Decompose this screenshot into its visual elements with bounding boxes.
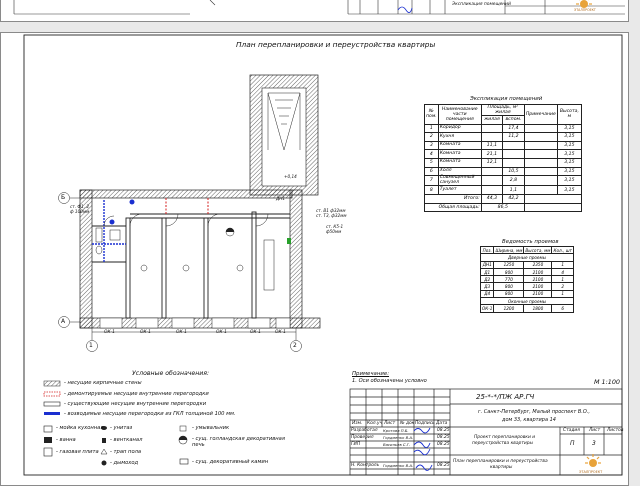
stage-header: Стадия	[563, 428, 580, 433]
col-header: Лист	[384, 421, 396, 426]
section-doors: Дверные проемы	[481, 254, 574, 261]
explication-cell: 7	[425, 176, 439, 186]
header-cell: жилая	[481, 116, 502, 125]
explication-cell: 3,15	[557, 158, 581, 167]
role-label: ГИП	[351, 442, 361, 447]
explication-cell: Комната	[438, 158, 481, 167]
door-cell: 6	[552, 305, 574, 312]
brand-name: ЭТАЛПРОЕКТ	[579, 470, 603, 474]
level-mark: +0,14	[284, 174, 297, 179]
door-cell: 800	[494, 283, 524, 290]
explication-cell: 8	[425, 186, 439, 195]
door-cell: 4	[552, 268, 574, 275]
explication-cell: Кухня	[438, 133, 481, 142]
role-date: 08.25	[437, 428, 450, 433]
door-cell: 800	[494, 290, 524, 297]
door-cell: 1200	[494, 305, 524, 312]
legend-washbasin: - умывальник	[192, 425, 230, 431]
sheets-header: Листов	[607, 428, 624, 433]
door-cell: 1	[552, 261, 574, 268]
door-cell: 1	[552, 290, 574, 297]
total-living: 44,3	[481, 194, 502, 203]
door-cell: 1800	[524, 305, 552, 312]
explication-cell: Коридор	[438, 124, 481, 133]
window-label: ОК-1	[104, 330, 115, 335]
explication-cell: 12,1	[481, 158, 502, 167]
window-label: ОК-1	[140, 330, 151, 335]
door-cell: Д4	[481, 290, 494, 297]
role-name: Кротова П.Б.	[383, 428, 409, 433]
legend-title: Условные обозначения:	[132, 370, 210, 377]
window-label: ОК-1	[250, 330, 261, 335]
explication-cell: 5	[425, 158, 439, 167]
axis-label-b: Б	[61, 194, 66, 201]
legend-load-walls: - несущие кирпичные стены	[64, 380, 142, 386]
legend-toilet: - унитаз	[110, 425, 133, 431]
top-sheet-caption: Экспликация помещений	[452, 2, 511, 7]
header-cell: № пом.	[425, 105, 439, 125]
door-cell: Д1	[481, 268, 494, 275]
explication-cell: 11,1	[481, 141, 502, 150]
header-cell: Кол., шт	[553, 247, 572, 253]
legend-demolished: - демонтируемые несущие внутренние перегородки	[64, 391, 209, 397]
plan-title: План перепланировки и переустройства квартиры	[236, 40, 436, 49]
door-cell: 2350	[524, 261, 552, 268]
header-cell: Площадь, м² жилая	[481, 105, 524, 116]
explication-cell: 2,8	[503, 176, 525, 186]
header-cell: Высота, м	[557, 105, 581, 125]
col-header: № док	[400, 421, 415, 426]
col-header: Изм.	[352, 421, 363, 426]
total-aux: 42,2	[503, 194, 525, 203]
explication-cell: Туалет	[438, 186, 481, 195]
project-line-1: Проект перепланировки и	[474, 435, 536, 440]
explication-cell: 3,15	[557, 176, 581, 186]
note-text: 1. Оси обозначены условно	[352, 378, 427, 384]
door-cell: 2100	[524, 268, 552, 275]
header-cell: вспом.	[503, 116, 525, 125]
project-line-2: переустройства квартиры	[472, 441, 533, 446]
legend-stove: - сущ. голландская декоративная печь	[192, 436, 285, 448]
address-line-1: г. Санкт-Петербург, Малый проспект В.О.,	[478, 409, 590, 415]
brand-logo-icon	[575, 453, 611, 479]
sheet-header: Лист	[589, 428, 601, 433]
legend-chimney: - дымоход	[110, 460, 139, 466]
legend-floor-drain: - трап пола	[110, 449, 142, 455]
sheet-name-line-1: План перепланировки и переустройства	[453, 459, 548, 464]
section-windows: Оконные проемы	[481, 298, 574, 305]
overall-label: Общая площадь:	[425, 203, 482, 212]
window-label: ОК-1	[275, 330, 286, 335]
header-cell: Примечание	[524, 105, 557, 125]
explication-cell: 3,15	[557, 186, 581, 195]
legend-vent: - вентканал	[110, 437, 143, 443]
overall-value: 86,5	[481, 203, 524, 212]
role-label: Проверил	[351, 435, 374, 440]
explication-cell: Комната	[438, 141, 481, 150]
explication-cell: 3,15	[557, 150, 581, 159]
role-name: Васильев С.Г.	[383, 442, 411, 447]
top-brand-name: ЭТАЛПРОЕКТ	[574, 8, 596, 12]
total-label: Итого:	[425, 194, 482, 203]
role-date: 08.25	[437, 435, 450, 440]
note-title: Примечание:	[352, 371, 390, 377]
door-cell: Д2	[481, 276, 494, 283]
window-label: ОК-1	[176, 330, 187, 335]
door-cell: 800	[494, 268, 524, 275]
explication-title: Экспликация помещений	[470, 96, 543, 102]
header-cell: Ширина, мм	[495, 247, 523, 253]
explication-cell: 10,5	[503, 167, 525, 176]
col-header: Подпись	[415, 421, 435, 426]
explication-cell: 3,15	[557, 133, 581, 142]
entrance-door-mark: ДН1	[276, 196, 286, 201]
explication-cell: 1,1	[503, 186, 525, 195]
door-cell: 2100	[524, 276, 552, 283]
door-cell: 1	[552, 276, 574, 283]
axis-label-2: 2	[293, 342, 297, 349]
explication-cell: 1	[425, 124, 439, 133]
header-cell: Наименование части помещения	[438, 105, 481, 125]
riser-note-3: ст. К5-1 ф50мм	[326, 224, 344, 234]
col-header: Дата	[436, 421, 448, 426]
scale: М 1:100	[594, 378, 620, 386]
explication-cell: Комната	[438, 150, 481, 159]
explication-cell: 2	[425, 133, 439, 142]
role-label: Разработал	[351, 428, 378, 433]
explication-cell: 11,2	[503, 133, 525, 142]
legend-bath: - ванна	[56, 437, 76, 443]
explication-cell: Холл	[438, 167, 481, 176]
stage-value: П	[570, 440, 575, 447]
explication-cell: 6	[425, 167, 439, 176]
riser-note-1: ст. Ф1, 2 ф 100мм	[70, 204, 90, 214]
axis-label-1: 1	[89, 342, 93, 349]
address-line-2: дом 33, квартира 14	[502, 417, 556, 423]
legend-fireplace: - сущ. декоративный камин	[192, 459, 269, 465]
window-label: ОК-1	[216, 330, 227, 335]
explication-cell: 3	[425, 141, 439, 150]
explication-cell: 3,15	[557, 167, 581, 176]
doors-title: Ведомость проемов	[502, 239, 559, 245]
explication-cell: 3,15	[557, 141, 581, 150]
sheet-value: 3	[592, 440, 596, 447]
role-label: Н. Контроль	[351, 463, 380, 468]
door-cell: 770	[494, 276, 524, 283]
drawing-code: 25-*-*/ПЖ АР.ГЧ	[476, 393, 535, 401]
role-date: 08.25	[437, 463, 450, 468]
axis-label-a: А	[61, 318, 66, 325]
legend-existing: - существующие несущие внутренние перегородки	[64, 401, 207, 407]
riser-note-2: ст. В1 ф32мм ст. Т3, ф32мм	[316, 208, 347, 218]
col-header: Кол.уч	[367, 421, 383, 426]
door-cell: 2100	[524, 290, 552, 297]
legend-kitchen-sink: - мойка кухонная	[56, 425, 104, 431]
role-name: Гордиенко В.А.	[383, 463, 414, 468]
explication-cell: 17,4	[503, 124, 525, 133]
explication-cell: 4	[425, 150, 439, 159]
header-cell: Высота, мм	[525, 247, 551, 253]
door-cell: 2	[552, 283, 574, 290]
door-cell: Д3	[481, 283, 494, 290]
door-cell: 1250	[494, 261, 524, 268]
explication-cell: 3,15	[557, 124, 581, 133]
legend-gas-stove: - газовая плита	[56, 449, 99, 455]
legend-new-gkl: - возводимые несущие перегородки из ГКЛ толщиной 100 мм.	[64, 411, 236, 417]
explication-cell: Совмещенный санузел	[438, 176, 481, 186]
door-cell: ОК-1	[482, 306, 493, 312]
explication-cell: 21,1	[481, 150, 502, 159]
door-cell: ДН1	[481, 261, 494, 268]
header-cell: Поз.	[481, 247, 494, 254]
role-date: 08.25	[437, 442, 450, 447]
sheet-name-line-2: квартиры	[490, 465, 513, 470]
door-cell: 2100	[524, 283, 552, 290]
role-name: Гордиенко В.А.	[383, 435, 414, 440]
